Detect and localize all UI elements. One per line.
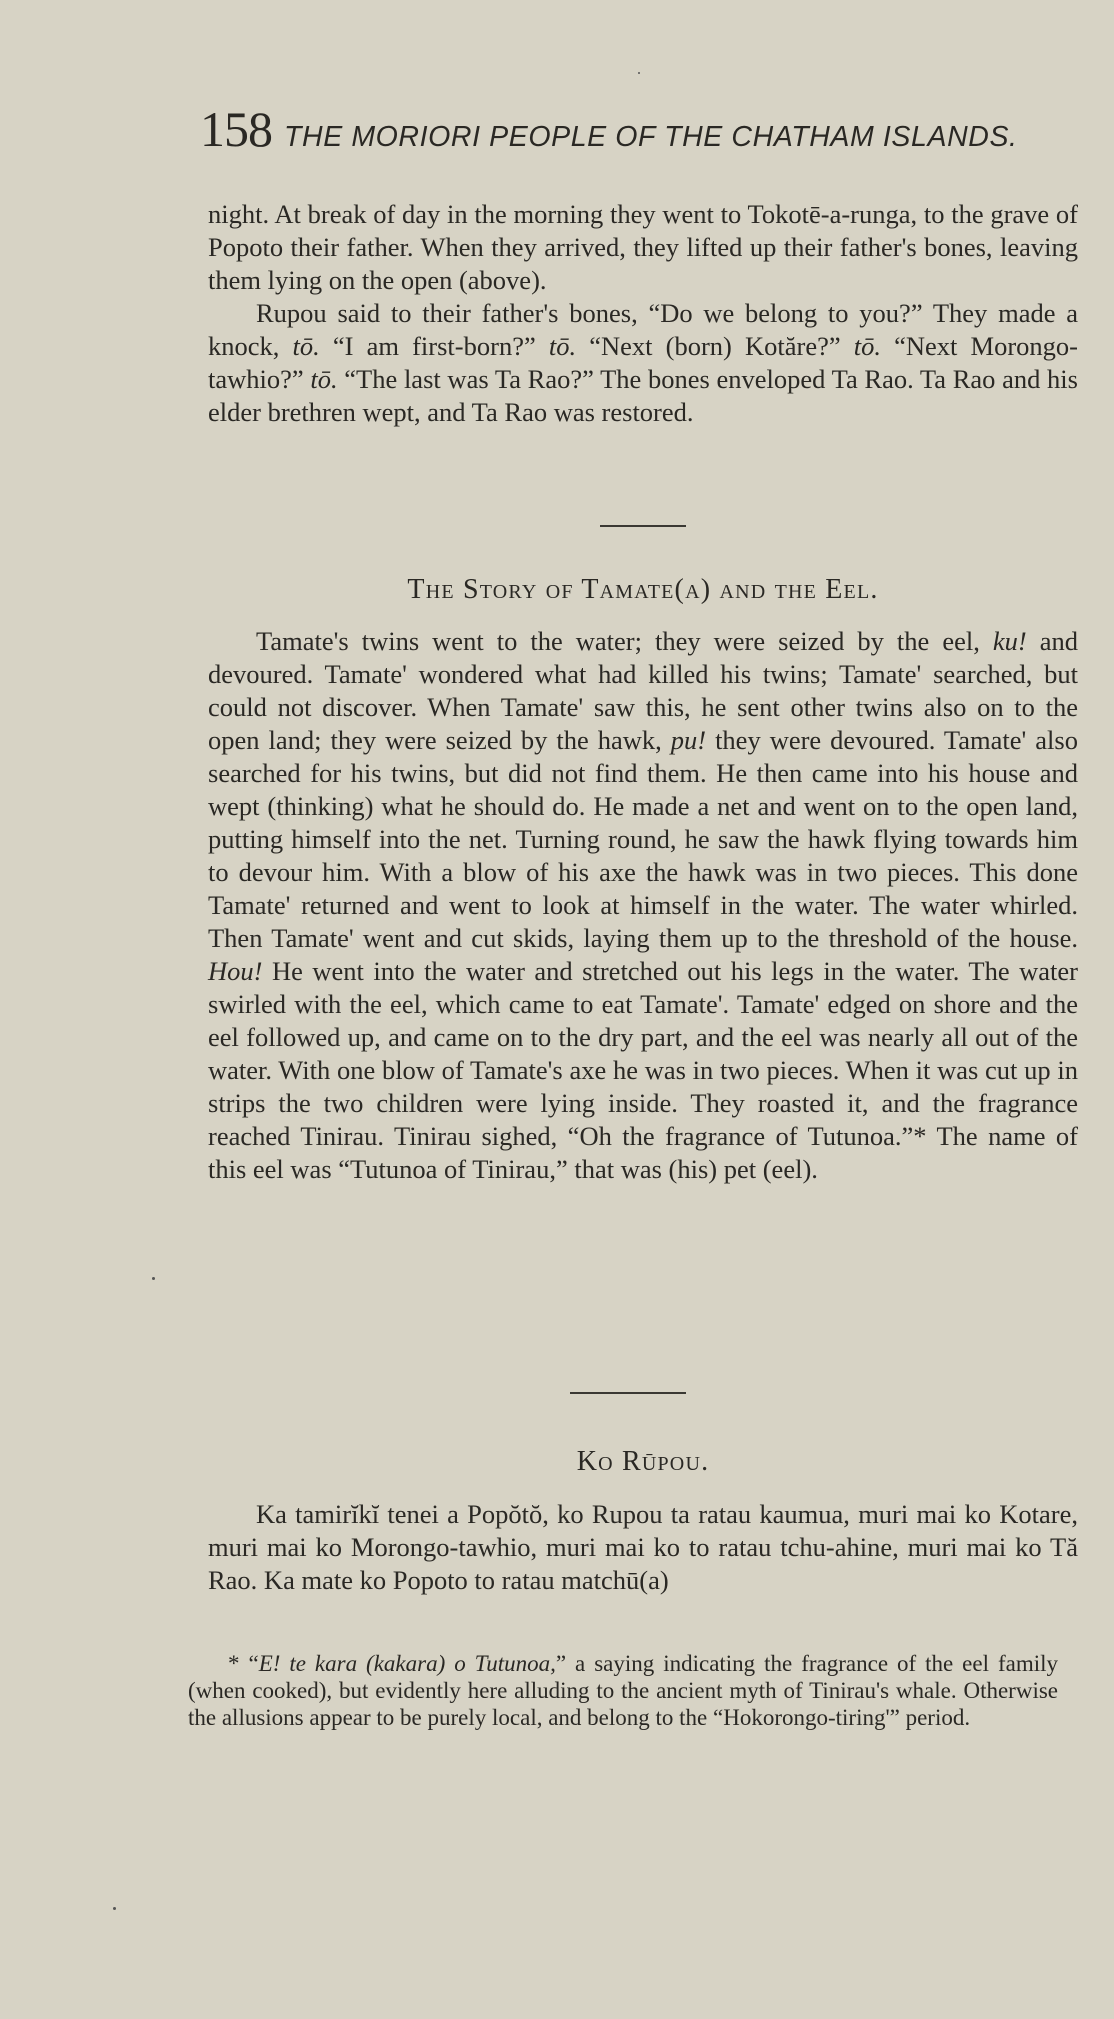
page-header: [200, 100, 1060, 158]
section-divider-2: [570, 1392, 686, 1394]
paragraph-ko-rupou: Ka tamirĭkĭ tenei a Popŏtŏ, ko Rupou ta ratau kaumua, muri mai ko Kotare, muri mai ko Morongo-tawhio, muri mai ko to ratau tchu-ahine, muri mai ko Tă Rao. Ka mate ko Popoto to ratau matchū(a): [208, 1499, 1078, 1595]
paper-speck: [113, 1907, 116, 1910]
opening-section: [208, 198, 1078, 429]
paragraph-tamate-eel: Tamate's twins went to the water; they were seized by the eel, ku! and devoured. Tamate' wondered what had killed his twins; Tamate' searched, but could not discover. When Tamate' saw this, he sent other twins also on to the open land; they were seized by the hawk, pu! they were devoured. Tamate' also searched for his twins, but did not find them. He then came into his house and wept (thinking) what he should do. He made a net and went on to the open land, putting himself into the net. Turning round, he saw the hawk flying towards him to devour him. With a blow of his axe the hawk was in two pieces. This done Tamate' returned and went to look at himself in the water. The water whirled. Then Tamate' went and cut skids, laying them up to the threshold of the house. Hou! He went into the water and stretched out his legs in the water. The water swirled with the eel, which came to eat Tamate'. Tamate' edged on shore and the eel followed up, and came on to the dry part, and the eel was nearly all out of the water. With one blow of Tamate's axe he was in two pieces. When it was cut up in strips the two children were lying inside. They roasted it, and the fragrance reached Tinirau. Tinirau sighed, “Oh the fragrance of Tutunoa.”* The name of this eel was “Tutunoa of Tinirau,” that was (his) pet (eel).: [208, 626, 1079, 1184]
paper-speck: [152, 1277, 155, 1280]
footnote: * “E! te kara (kakara) o Tutunoa,” a saying indicating the fragrance of the eel family (when cooked), but evidently here alluding to the ancient myth of Tinirau's whale. Otherwise the allusions appear to be purely local, and belong to the “Hokorongo-tiring'” period.: [188, 1651, 1058, 1730]
heading-ko-rupou: Ko Rūpou.: [576, 1446, 710, 1477]
paper-speck: [638, 72, 640, 74]
paragraph-night: night. At break of day in the morning they went to Tokotē-a-runga, to the grave of Popoto their father. When they arrived, they lifted up their father's bones, leaving them lying on the open (above).: [208, 199, 1078, 295]
page-number: 158: [200, 101, 272, 157]
section-divider-1: [600, 525, 686, 527]
rupou-section: [208, 1498, 1078, 1597]
heading-tamate-eel: The Story of Tamate(a) and the Eel.: [407, 574, 879, 605]
paragraph-rupou-bones: Rupou said to their father's bones, “Do we belong to you?” They made a knock, tō. “I am first-born?” tō. “Next (born) Kotăre?” tō. “Next Morongo-tawhio?” tō. “The last was Ta Rao?” The bones enveloped Ta Rao. Ta Rao and his elder brethren wept, and Ta Rao was restored.: [208, 298, 1078, 427]
tamate-section: [208, 625, 1078, 1186]
running-title: THE MORIORI PEOPLE OF THE CHATHAM ISLANDS.: [284, 121, 1018, 153]
